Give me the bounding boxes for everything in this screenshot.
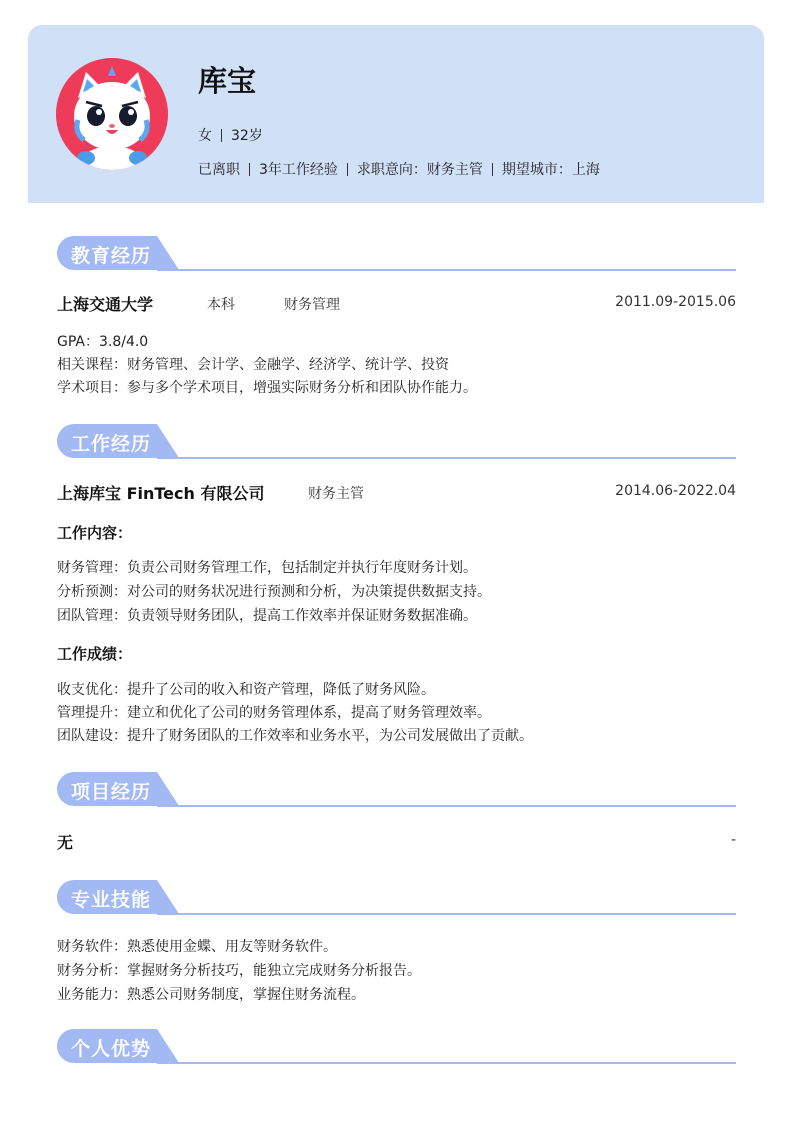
section-advantage: [57, 1029, 736, 1065]
job-intention: 求职意向：财务主管: [356, 162, 483, 178]
major: 财务管理: [284, 297, 340, 313]
work-content-line: 财务管理：负责公司财务管理工作，包括制定并执行年度财务计划。: [57, 560, 477, 576]
section-title: 教育经历: [71, 245, 152, 267]
separator: [347, 163, 348, 176]
section-divider: [157, 457, 736, 459]
education-line: GPA：3.8/4.0: [57, 334, 149, 350]
company-name: 上海库宝 FinTech 有限公司: [57, 484, 265, 503]
section-divider: [157, 1062, 736, 1064]
skill-line: 业务能力：熟悉公司财务制度，掌握住财务流程。: [57, 987, 365, 1003]
profile-header: [28, 25, 764, 203]
work-result-line: 管理提升：建立和优化了公司的财务管理体系，提高了财务管理效率。: [57, 705, 491, 721]
separator: [492, 163, 493, 176]
education-line: 学术项目：参与多个学术项目，增强实际财务分析和团队协作能力。: [57, 380, 477, 396]
work-result-title: 工作成绩：: [57, 645, 133, 663]
separator: [249, 163, 250, 176]
avatar: [56, 58, 168, 170]
project-name: 无: [57, 833, 74, 852]
education-row: [57, 292, 736, 314]
education-date: 2011.09-2015.06: [615, 294, 736, 310]
work-content-line: 团队管理：负责领导财务团队，提高工作效率并保证财务数据准确。: [57, 608, 477, 624]
separator: [221, 129, 222, 142]
work-content-line: 分析预测：对公司的财务状况进行预测和分析，为决策提供数据支持。: [57, 584, 491, 600]
position: 财务主管: [308, 486, 364, 502]
project-row: [57, 830, 736, 852]
section-title: 专业技能: [71, 889, 152, 911]
section-divider: [157, 269, 736, 271]
section-work: [57, 424, 736, 460]
expected-city: 期望城市：上海: [501, 162, 600, 178]
section-project: [57, 772, 736, 808]
age: 32岁: [231, 128, 263, 144]
job-info: [198, 159, 600, 179]
section-divider: [157, 913, 736, 915]
candidate-name: 库宝: [198, 64, 257, 98]
education-line: 相关课程：财务管理、会计学、金融学、经济学、统计学、投资: [57, 357, 449, 373]
work-experience: 3年工作经验: [259, 162, 338, 178]
section-title: 工作经历: [71, 433, 152, 455]
section-title: 个人优势: [71, 1038, 152, 1060]
basic-info: [198, 125, 263, 145]
section-divider: [157, 805, 736, 807]
skill-line: 财务软件：熟悉使用金蝶、用友等财务软件。: [57, 939, 337, 955]
project-date: -: [730, 832, 736, 848]
work-result-line: 团队建设：提升了财务团队的工作效率和业务水平，为公司发展做出了贡献。: [57, 728, 533, 744]
work-date: 2014.06-2022.04: [615, 483, 736, 499]
cat-mascot-icon: [56, 58, 168, 170]
work-content-title: 工作内容：: [57, 524, 133, 542]
gender: 女: [198, 128, 212, 144]
degree: 本科: [207, 297, 235, 313]
section-title: 项目经历: [71, 781, 152, 803]
skill-line: 财务分析：掌握财务分析技巧，能独立完成财务分析报告。: [57, 963, 421, 979]
work-result-line: 收支优化：提升了公司的收入和资产管理，降低了财务风险。: [57, 682, 435, 698]
school-name: 上海交通大学: [57, 295, 154, 314]
employment-status: 已离职: [198, 162, 240, 178]
work-row: [57, 481, 736, 503]
section-education: [57, 236, 736, 272]
section-skills: [57, 880, 736, 916]
